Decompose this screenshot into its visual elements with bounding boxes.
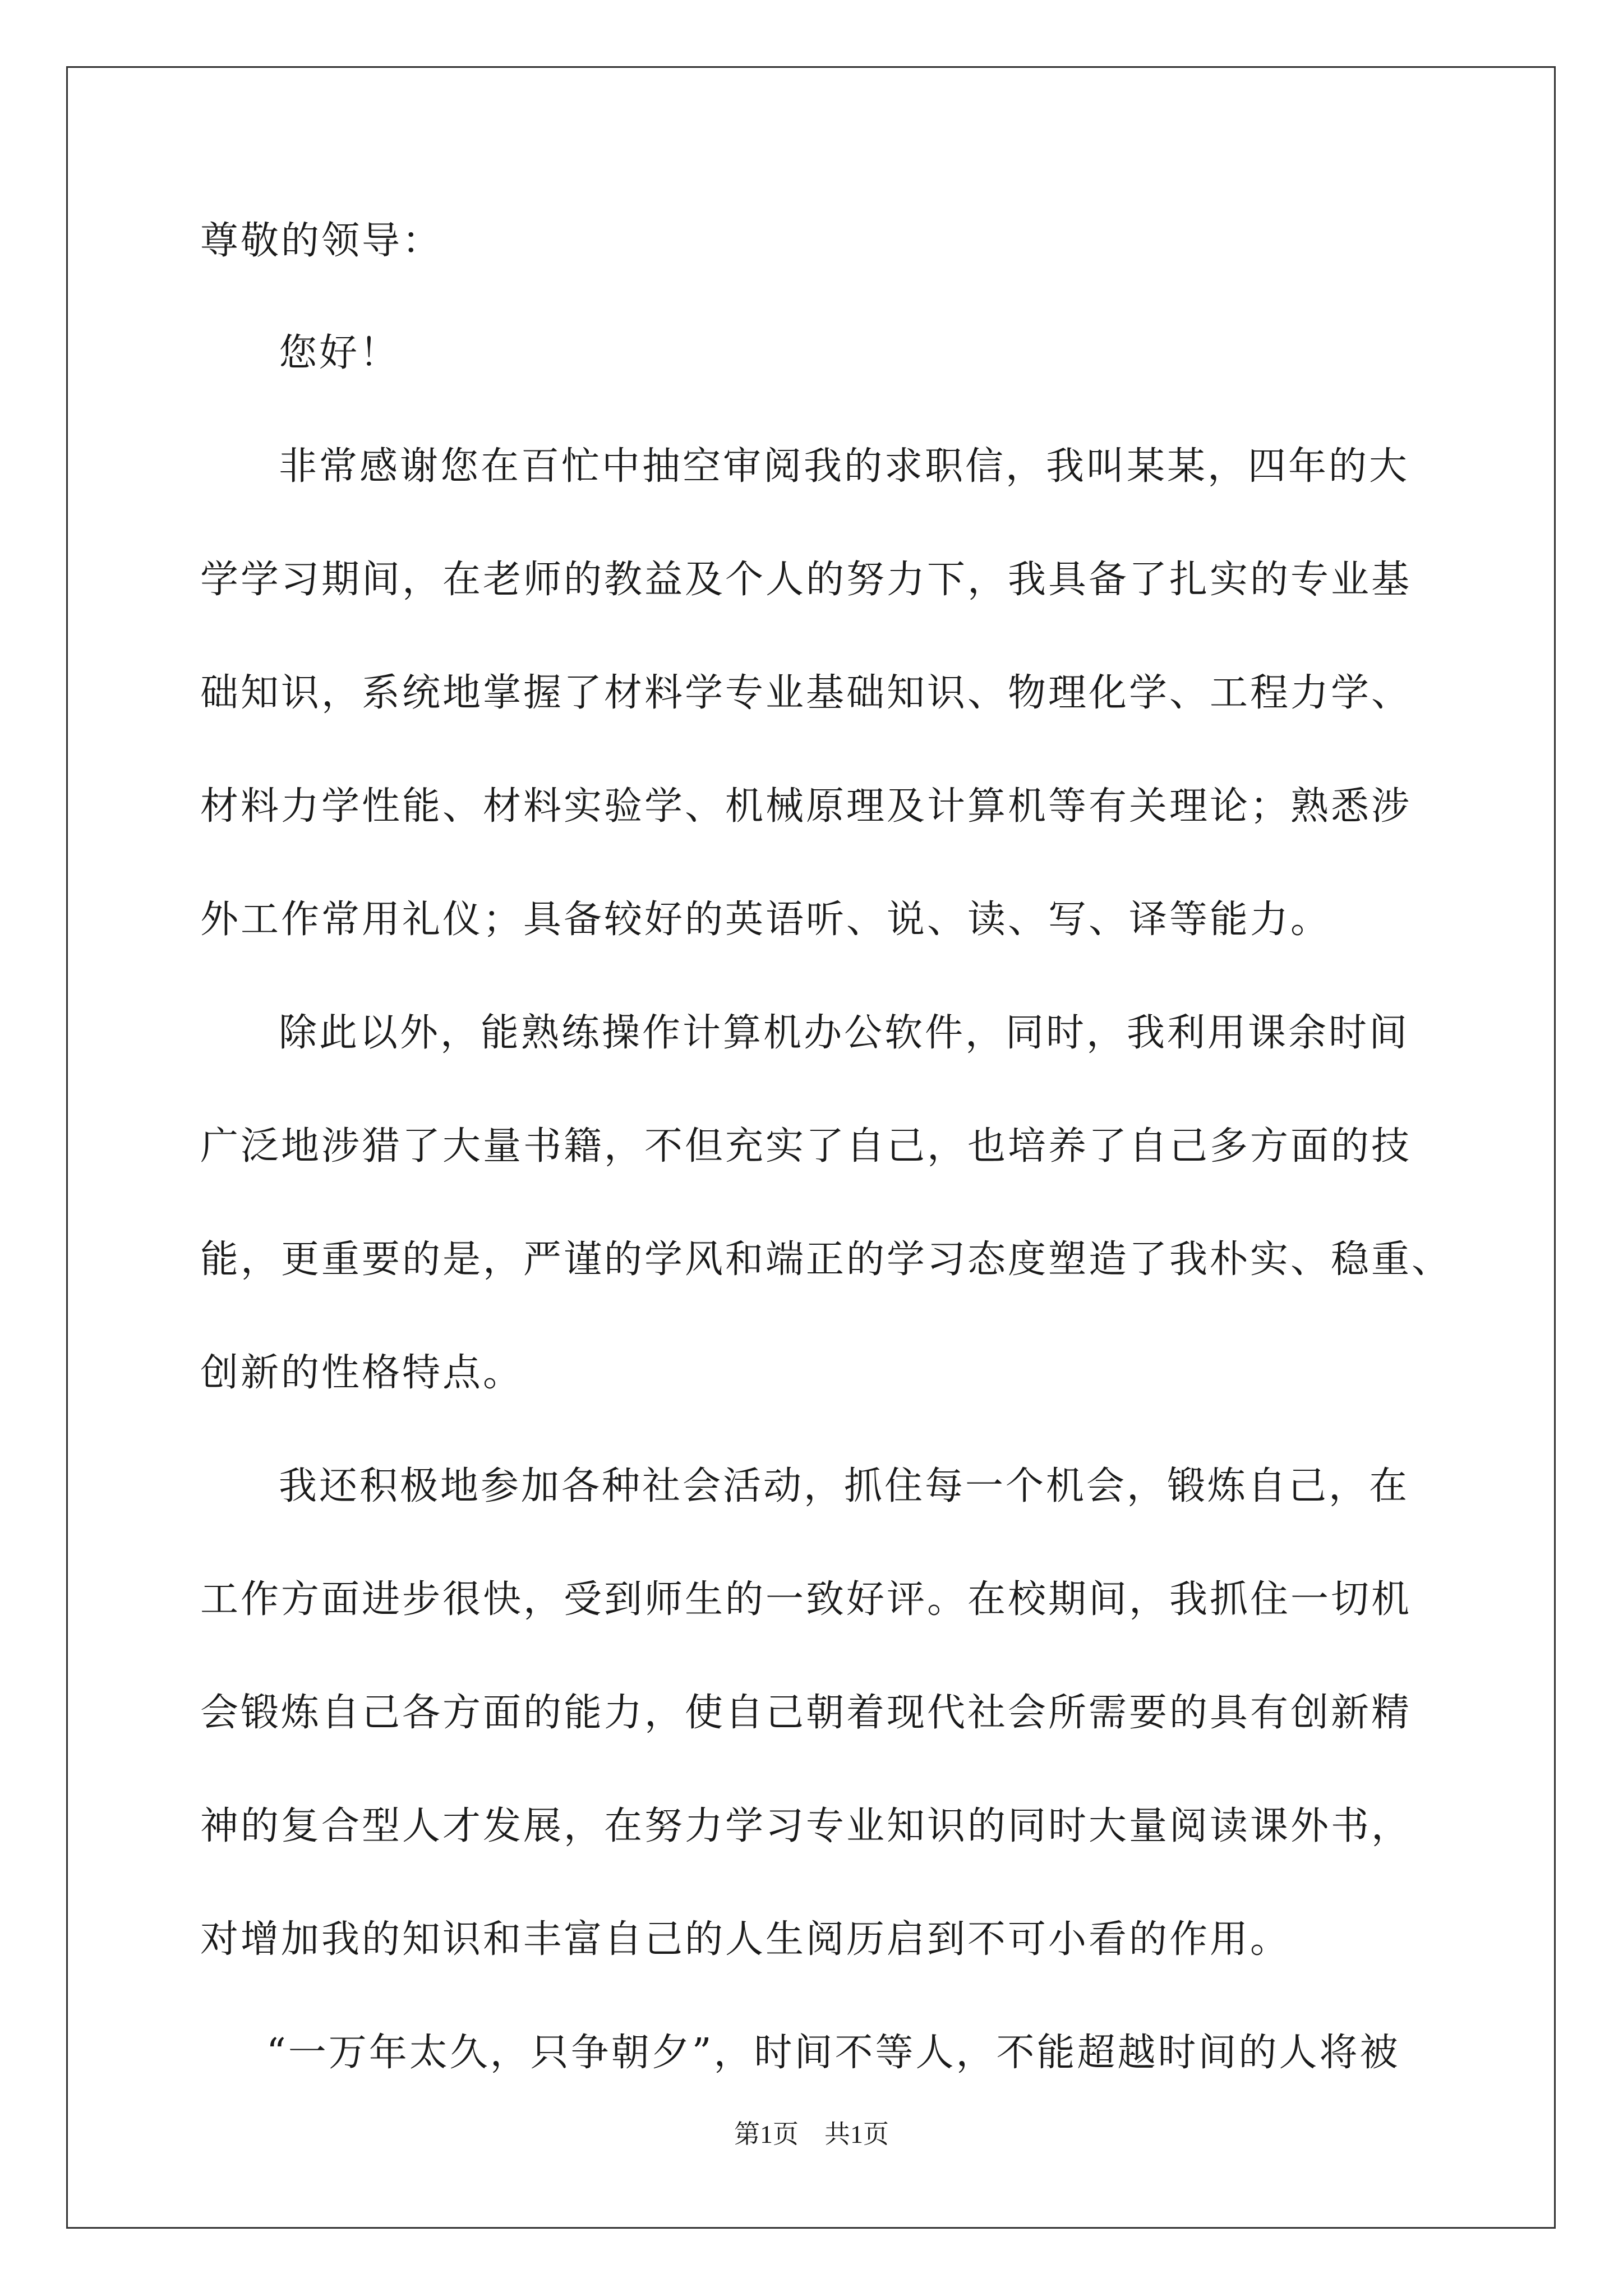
text-line: 外工作常用礼仪；具备较好的英语听、说、读、写、译等能力。 (200, 898, 1331, 942)
text-line: 材料力学性能、材料实验学、机械原理及计算机等有关理论；熟悉涉 (200, 784, 1412, 829)
text-line: 学学习期间，在老师的教益及个人的努力下，我具备了扎实的专业基 (200, 558, 1412, 602)
letter-salutation: 您好！ (279, 331, 400, 375)
text-line: 对增加我的知识和丰富自己的人生阅历启到不可小看的作用。 (200, 1917, 1291, 1962)
paragraph-closing (200, 2031, 1445, 2076)
text-line: 非常感谢您在百忙中抽空审阅我的求职信，我叫某某，四年的大 (279, 444, 1410, 489)
text-line: 会锻炼自己各方面的能力，使自己朝着现代社会所需要的具有创新精 (200, 1691, 1412, 1735)
letter-body (200, 219, 1453, 2144)
text-line: 除此以外，能熟练操作计算机办公软件，同时，我利用课余时间 (279, 1011, 1410, 1055)
letter-greeting: 尊敬的领导： (200, 219, 443, 263)
text-line: 工作方面进步很快，受到师生的一致好评。在校期间，我抓住一切机 (200, 1577, 1412, 1622)
text-line: 神的复合型人才发展，在努力学习专业知识的同时大量阅读课外书， (200, 1804, 1412, 1848)
page-total: 共1页 (824, 2120, 889, 2148)
text-line: 我还积极地参加各种社会活动，抓住每一个机会，锻炼自己，在 (279, 1464, 1410, 1508)
paragraph-introduction (200, 444, 1445, 942)
text-line: 础知识，系统地掌握了材料学专业基础知识、物理化学、工程力学、 (200, 671, 1412, 715)
page-number: 第1页 (734, 2120, 799, 2148)
text-line: 能，更重要的是，严谨的学风和端正的学习态度塑造了我朴实、稳重、 (200, 1237, 1453, 1282)
text-line: 广泛地涉猎了大量书籍，不但充实了自己，也培养了自己多方面的技 (200, 1124, 1412, 1168)
paragraph-skills (200, 1011, 1453, 1396)
paragraph-activities (200, 1464, 1445, 1962)
text-line: 创新的性格特点。 (200, 1351, 524, 1395)
page-footer (0, 2119, 1623, 2150)
text-line: “一万年太久，只争朝夕”，时间不等人，不能超越时间的人将被 (266, 2031, 1400, 2075)
